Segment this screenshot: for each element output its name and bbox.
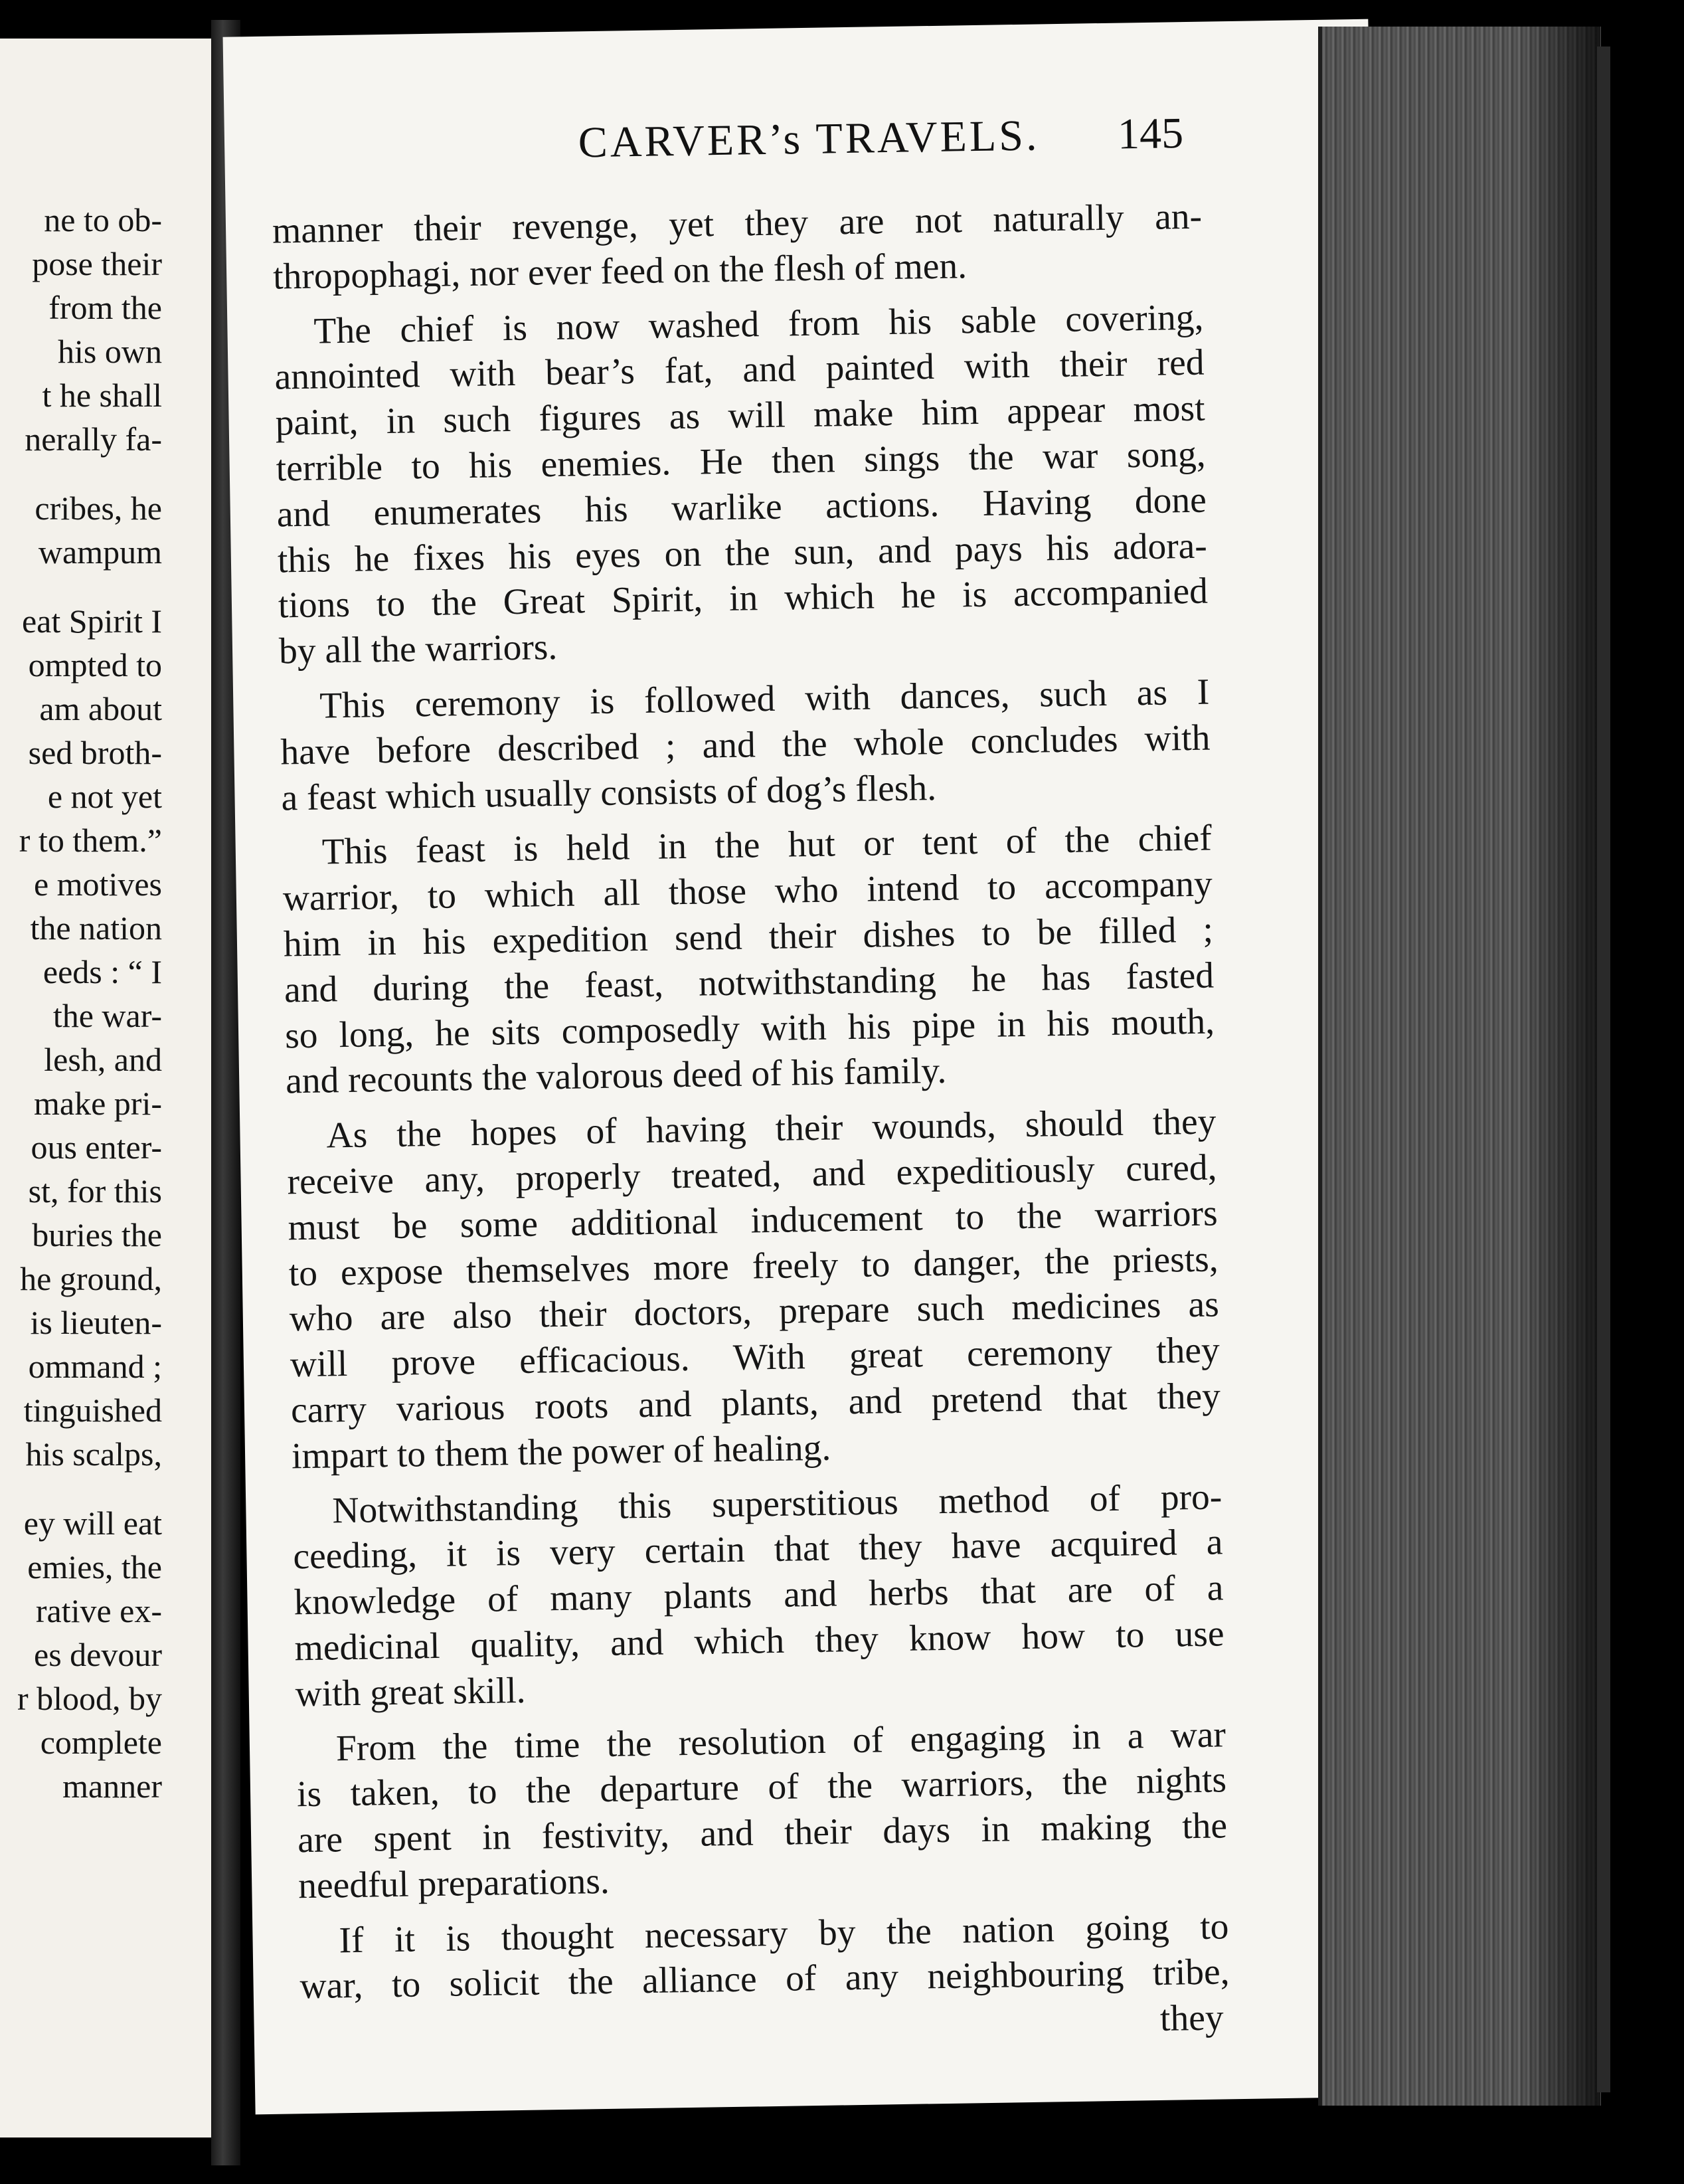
left-page-line: rative ex- [35,1592,162,1629]
paragraph [299,1904,1230,2011]
text-line: The chief is now washed from his sable covering, [313,297,1204,352]
text-line: with great skill. [295,1670,527,1715]
text-line: so long, he sits composedly with his pipe in his mouth, [284,1001,1215,1056]
left-page-line: am about [39,690,162,727]
paragraph [280,670,1211,821]
text-line: and during the feast, notwithstanding he has fasted [284,955,1215,1011]
text-line: paint, in such figures as will make him appear most [275,388,1205,444]
left-page-line: ous enter- [31,1129,162,1166]
text-line: will prove efficacious. With great ceremony they [290,1330,1221,1386]
text-line: are spent in festivity, and their days in making the [297,1805,1228,1861]
text-line: This feast is held in the hut or tent of the chief [321,818,1213,873]
text-line: This ceremony is followed with dances, such as I [319,672,1210,727]
left-page-line: r to them.” [19,822,162,859]
text-line: must be some additional inducement to the warriors [288,1193,1219,1249]
left-page-line: ne to ob- [44,201,162,238]
left-page-line: eat Spirit I [21,602,162,640]
left-page-line: emies, the [27,1548,162,1586]
left-page-line: ompted to [28,646,162,683]
left-page-line: e motives [33,865,162,903]
paragraph [282,816,1215,1105]
left-page-line: buries the [32,1216,162,1253]
catchword: they [1159,1997,1224,2040]
book-page [223,19,1401,2115]
left-page-line: make pri- [34,1085,162,1122]
left-page-line: the nation [30,909,162,947]
text-line: a feast which usually consists of dog’s flesh. [281,767,937,819]
left-page-line: st, for this [28,1172,162,1210]
left-page-line: lesh, and [44,1041,162,1078]
left-page-line: eeds : “ I [42,953,162,990]
left-page-line: he ground, [20,1260,162,1297]
text-line: tions to the Great Spirit, in which he is accompanied [278,571,1209,626]
text-line: is taken, to the departure of the warriors, the nights [296,1760,1227,1815]
book-cover-edge [1597,46,1610,2092]
previous-page-text [0,198,162,1808]
left-page-gap [0,574,162,599]
left-page-line: pose their [32,245,162,282]
text-line: by all the warriors. [278,627,558,672]
left-page-line: sed broth- [28,734,162,771]
left-page-line: complete [40,1724,162,1761]
text-line: carry various roots and plants, and pretend that they [290,1376,1221,1431]
running-head: CARVER’s TRAVELS. [578,111,1040,167]
text-line: If it is thought necessary by the nation going to [339,1906,1229,1961]
text-line: medicinal quality, and which they know how to use [294,1613,1224,1669]
text-line: who are also their doctors, prepare such medicines as [289,1284,1220,1340]
text-line: thropophagi, nor ever feed on the flesh of men. [272,245,968,298]
text-line: to expose themselves more freely to danger, the priests, [288,1238,1219,1294]
text-line: this he fixes his eyes on the sun, and pays his adora- [277,525,1208,581]
text-line: war, to solicit the alliance of any neighbouring tribe, [299,1952,1230,2007]
left-page-line: his scalps, [25,1435,162,1473]
paragraph [286,1100,1221,1480]
left-page-line: manner [62,1768,162,1805]
paragraph [274,295,1209,675]
text-line: annointed with bear’s fat, and painted with their red [274,342,1205,398]
text-line: From the time the resolution of engaging in a war [335,1714,1226,1769]
paragraph [292,1475,1225,1718]
fore-edge-shadow [1521,27,1600,2106]
left-page-line: r blood, by [17,1680,162,1717]
left-page-gap [0,1476,162,1501]
text-line: receive any, properly treated, and expeditiously cured, [287,1147,1217,1203]
text-line: have before described ; and the whole concludes with [280,717,1211,773]
left-page-line: his own [58,333,162,370]
left-page-line: nerally fa- [25,420,162,458]
left-page-line: tinguished [23,1392,162,1429]
text-line: Notwithstanding this superstitious method of pro- [331,1476,1222,1531]
previous-page-fragment [0,39,213,2138]
left-page-line: wampum [38,533,162,571]
left-page-line: ey will eat [23,1504,162,1542]
page-number: 145 [1117,109,1184,159]
paragraph [296,1712,1228,1910]
text-line: ceeding, it is very certain that they have acquired a [293,1522,1223,1578]
left-page-line: es devour [34,1636,162,1673]
left-page-gap [0,461,162,486]
text-line: impart to them the power of healing. [291,1427,831,1477]
page-body [272,195,1231,2056]
left-page-line: t he shall [42,377,162,414]
left-page-line: from the [48,289,162,326]
left-page-line: cribes, he [35,490,162,527]
paragraph [272,195,1203,301]
text-line: As the hopes of having their wounds, should they [326,1101,1217,1156]
text-line: terrible to his enemies. He then sings the war song, [276,434,1207,490]
text-line: him in his expedition send their dishes to be filled ; [283,909,1214,965]
text-line: manner their revenge, yet they are not naturally an- [272,196,1203,252]
text-line: needful preparations. [297,1861,610,1907]
text-line: knowledge of many plants and herbs that are of a [294,1568,1224,1623]
text-line: and recounts the valorous deed of his family. [285,1051,947,1102]
left-page-line: ommand ; [28,1348,162,1385]
text-line: warrior, to which all those who intend to accompany [282,864,1213,919]
left-page-line: is lieuten- [30,1304,162,1341]
text-line: and enumerates his warlike actions. Having done [276,480,1207,535]
left-page-line: e not yet [47,778,162,815]
left-page-line: the war- [52,997,162,1034]
